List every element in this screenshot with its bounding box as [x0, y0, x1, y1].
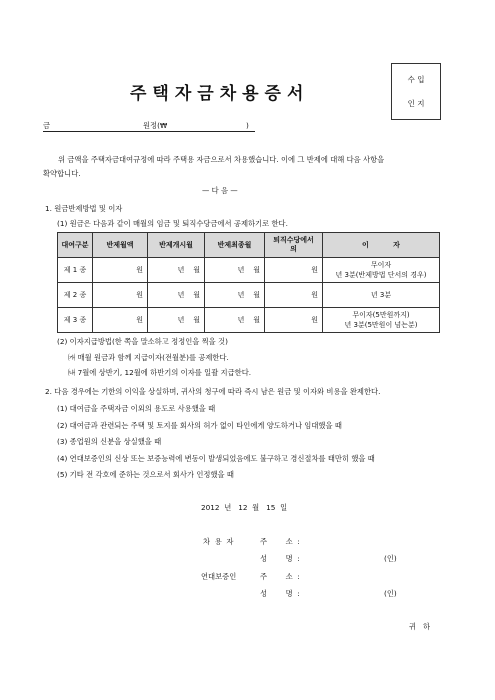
section-2-title: 2. 다음 경우에는 기한의 이익을 상실하며, 귀사의 청구에 따라 즉시 남은 원금 및 이자와 비용을 완제한다.	[45, 387, 381, 396]
intro-line-1: 위 금액을 주택자금대여규정에 따라 주택용 자금으로서 차용했습니다. 이에 그 반제에 대해 다음 사항을	[58, 155, 385, 164]
col-header-retirement: 퇴직수당에서 의	[265, 233, 323, 258]
row-interest: 무이자 년 3분(반제방법 단서의 경우)	[323, 258, 440, 283]
col-header-interest: 이 자	[323, 233, 440, 258]
row-start: 년 월	[148, 258, 205, 283]
row-retirement: 원	[265, 258, 323, 283]
row-end: 년 월	[205, 283, 265, 308]
addressee: 귀 하	[409, 622, 431, 631]
section-1-sub-2: (2) 이자지급방법(한 쪽을 말소하고 정정인을 찍을 것)	[57, 337, 228, 346]
amount-close: )	[246, 121, 249, 130]
stamp-line-1: 수 입	[407, 75, 425, 84]
row-type: 제 2 종	[58, 283, 93, 308]
section-2-item-4: (4) 연대보증인의 신상 또는 보증능력에 변동이 발생되었음에도 불구하고 경신절차를 태만히 했을 때	[57, 454, 375, 463]
table-row	[58, 258, 440, 283]
notes-heading: — 다 음 —	[202, 186, 238, 195]
guarantor-name: 성 명 :	[260, 589, 300, 598]
col-header-end: 반제최종월	[205, 233, 265, 258]
guarantor-seal: (인)	[384, 589, 397, 598]
amount-label: 금	[43, 121, 51, 130]
intro-line-2: 확약합니다.	[43, 169, 81, 178]
section-1-sub-2b: ㈏ 7월에 상반기, 12월에 하반기의 이자를 일괄 지급한다.	[68, 368, 252, 377]
amount-won: 원정(₩	[143, 121, 168, 130]
section-1-sub-2a: ㈎ 매월 원금과 함께 지급이자(전월분)를 공제한다.	[68, 353, 229, 362]
row-interest: 무이자(5만원까지) 년 3분(5만원이 넘는분)	[323, 308, 440, 333]
row-end: 년 월	[205, 308, 265, 333]
borrower-seal: (인)	[384, 554, 397, 563]
row-monthly: 원	[93, 283, 148, 308]
row-type: 제 3 종	[58, 308, 93, 333]
section-2-item-3: (3) 종업원의 신분을 상실했을 때	[57, 437, 162, 446]
signing-date: 2012 년 12 월 15 일	[201, 503, 288, 512]
row-monthly: 원	[93, 258, 148, 283]
amount-underline	[43, 131, 255, 132]
document-title: 주택자금차용증서	[130, 84, 310, 104]
table-row	[58, 283, 440, 308]
guarantor-address: 주 소 :	[260, 572, 300, 581]
row-end: 년 월	[205, 258, 265, 283]
guarantor-label: 연대보증인	[201, 572, 237, 581]
col-header-monthly: 반제월액	[93, 233, 148, 258]
section-2-item-5: (5) 기타 전 각호에 준하는 것으로서 회사가 인정했을 때	[57, 470, 234, 479]
row-interest: 년 3분	[323, 283, 440, 308]
col-header-start: 반제개시월	[148, 233, 205, 258]
section-1-title: 1. 원금반제방법 및 이자	[45, 204, 123, 213]
section-1-sub-1: (1) 원금은 다음과 같이 매월의 임금 및 퇴직수당금에서 공제하기로 한다.	[57, 219, 288, 228]
row-start: 년 월	[148, 308, 205, 333]
table-header-row	[58, 233, 440, 258]
borrower-label: 차 용 자	[203, 537, 234, 546]
row-retirement: 원	[265, 283, 323, 308]
revenue-stamp-box	[391, 63, 441, 120]
row-start: 년 월	[148, 283, 205, 308]
row-type: 제 1 종	[58, 258, 93, 283]
section-2-item-1: (1) 대여금을 주택자금 이외의 용도로 사용했을 때	[57, 404, 216, 413]
col-header-type: 대여구분	[58, 233, 93, 258]
borrower-name: 성 명 :	[260, 554, 300, 563]
row-retirement: 원	[265, 308, 323, 333]
borrower-address: 주 소 :	[260, 537, 300, 546]
table-row	[58, 308, 440, 333]
section-2-item-2: (2) 대여금과 관련되는 주택 및 토지를 회사의 허가 없이 타인에게 양도하거나 임대했을 때	[57, 421, 342, 430]
stamp-line-2: 인 지	[407, 99, 425, 108]
repayment-table	[57, 232, 440, 333]
row-monthly: 원	[93, 308, 148, 333]
